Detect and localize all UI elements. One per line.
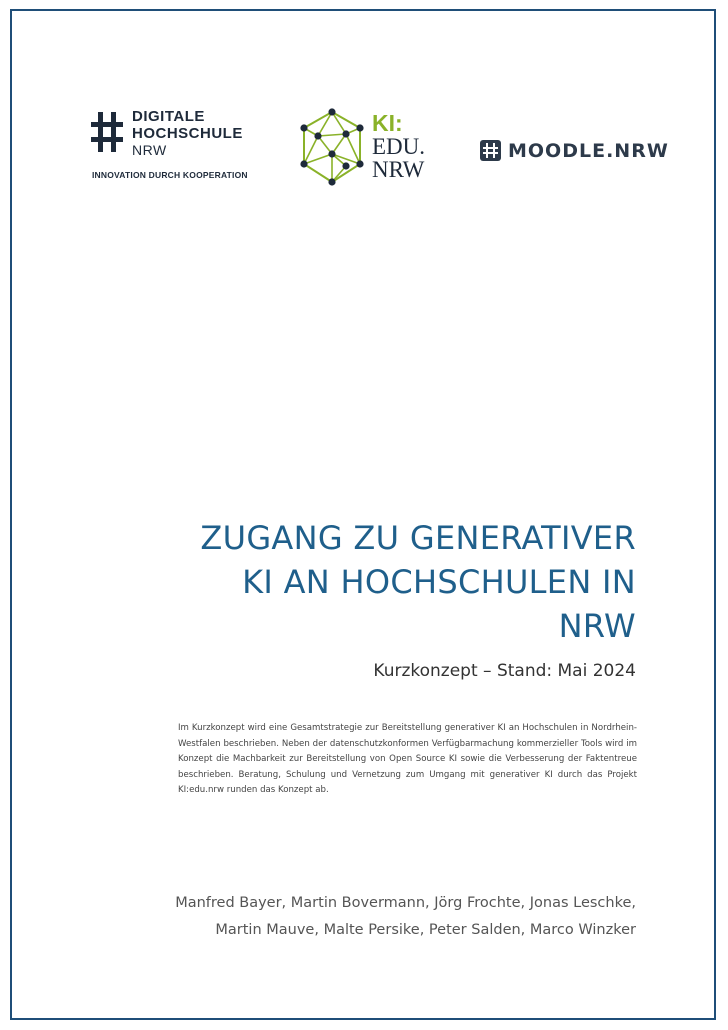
document-title (116, 516, 636, 648)
digitale-hochschule-logo (90, 108, 260, 186)
abstract-paragraph: Im Kurzkonzept wird eine Gesamtstrategie zur Bereitstellung generativer KI an Hochschulen in Nordrhein-Westfalen beschrieben. Neben der datenschutzkonformen Verfügbarmachung kommerzieller Tools wird im Konzept die Machbarkeit zur Bereitstellung von Open Source KI sowie die Verbesserung der Faktentreue beschrieben. Beratung, Schulung und Vernetzung zum Umgang mit generativer KI durch das Projekt KI:edu.nrw runden das Konzept ab. (178, 723, 637, 796)
ki-logo-line-nrw: NRW (372, 157, 425, 182)
author-list (175, 890, 636, 944)
network-icon (298, 108, 368, 186)
ki-logo-line-ki: KI: (372, 110, 403, 136)
moodle-hash-icon (480, 140, 501, 161)
title-line-2: KI AN HOCHSCHULEN IN (242, 563, 636, 601)
logo-line-nrw: NRW (132, 142, 167, 158)
authors-line-2: Martin Mauve, Malte Persike, Peter Salden, Marco Winzker (215, 922, 636, 938)
document-subtitle: Kurzkonzept – Stand: Mai 2024 (373, 661, 636, 681)
ki-logo-line-edu: EDU. (372, 134, 426, 159)
title-line-1: ZUGANG ZU GENERATIVER (200, 519, 636, 557)
ki-edu-logo (298, 108, 438, 188)
hash-icon (90, 110, 124, 154)
logo-tagline: INNOVATION DURCH KOOPERATION (92, 170, 248, 180)
authors-line-1: Manfred Bayer, Martin Bovermann, Jörg Frochte, Jonas Leschke, (175, 895, 636, 911)
logo-line-digitale: DIGITALE (132, 108, 205, 125)
logo-line-hochschule: HOCHSCHULE (132, 125, 243, 142)
moodle-logo-text: MOODLE.NRW (508, 140, 669, 162)
title-line-3: NRW (558, 607, 636, 645)
moodle-logo (480, 138, 669, 168)
